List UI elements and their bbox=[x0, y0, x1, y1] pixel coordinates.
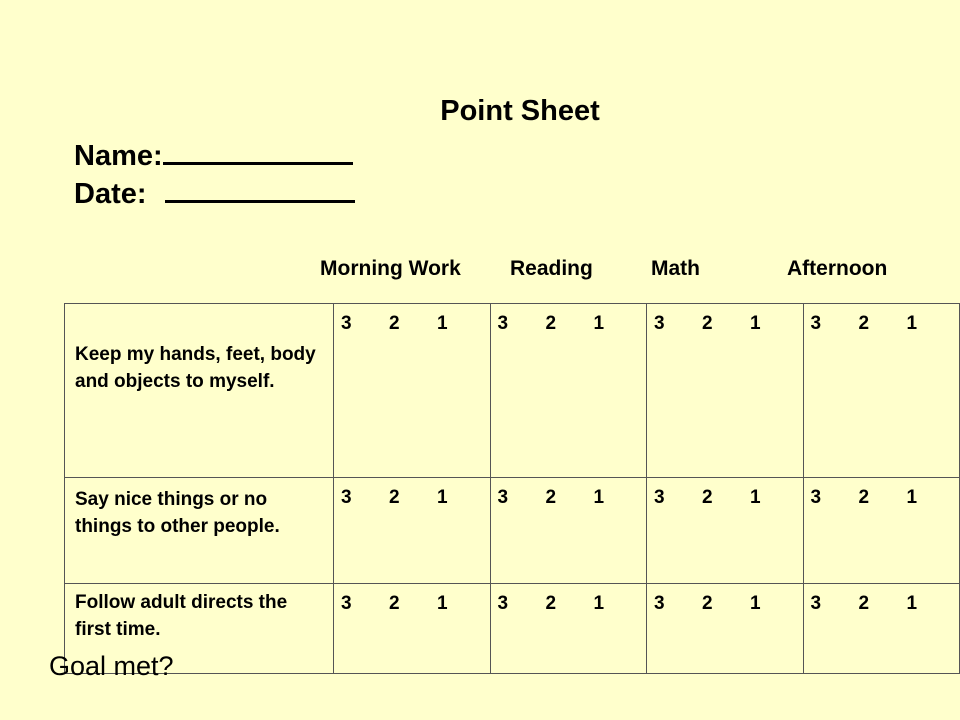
column-header-math: Math bbox=[651, 257, 700, 280]
date-label: Date: bbox=[74, 178, 147, 210]
score-2[interactable]: 2 bbox=[702, 313, 713, 334]
name-blank-line[interactable] bbox=[163, 136, 353, 165]
score-3[interactable]: 3 bbox=[341, 313, 352, 334]
goal-met-label: Goal met? bbox=[49, 651, 174, 681]
score-cell-morning-work[interactable] bbox=[334, 478, 490, 584]
score-2[interactable]: 2 bbox=[702, 593, 713, 614]
score-3[interactable]: 3 bbox=[810, 487, 822, 508]
column-header-afternoon: Afternoon bbox=[787, 257, 888, 280]
score-1[interactable]: 1 bbox=[750, 593, 761, 614]
score-2[interactable]: 2 bbox=[702, 487, 713, 508]
score-cell-reading[interactable] bbox=[490, 478, 646, 584]
score-cell-reading[interactable] bbox=[490, 584, 646, 674]
column-header-reading: Reading bbox=[510, 257, 593, 280]
score-3[interactable]: 3 bbox=[810, 593, 822, 614]
behavior-cell: Follow adult directs the first time. bbox=[65, 584, 334, 674]
score-cell-morning-work[interactable] bbox=[334, 304, 490, 478]
score-2[interactable]: 2 bbox=[545, 487, 557, 508]
score-cell-math[interactable] bbox=[647, 304, 803, 478]
score-3[interactable]: 3 bbox=[497, 487, 509, 508]
date-field bbox=[74, 174, 355, 211]
score-2[interactable]: 2 bbox=[858, 313, 870, 334]
score-1[interactable]: 1 bbox=[750, 487, 761, 508]
score-2[interactable]: 2 bbox=[858, 593, 870, 614]
score-cell-math[interactable] bbox=[647, 478, 803, 584]
score-cell-afternoon[interactable] bbox=[803, 478, 960, 584]
score-cell-afternoon[interactable] bbox=[803, 304, 960, 478]
score-3[interactable]: 3 bbox=[654, 487, 665, 508]
score-3[interactable]: 3 bbox=[341, 487, 352, 508]
point-table bbox=[64, 303, 960, 674]
score-1[interactable]: 1 bbox=[906, 487, 918, 508]
score-2[interactable]: 2 bbox=[545, 313, 557, 334]
column-header-morning-work: Morning Work bbox=[320, 257, 461, 280]
table-row bbox=[65, 304, 960, 478]
score-2[interactable]: 2 bbox=[545, 593, 557, 614]
name-field bbox=[74, 136, 353, 173]
score-1[interactable]: 1 bbox=[906, 313, 918, 334]
date-blank-line[interactable] bbox=[165, 174, 355, 203]
score-2[interactable]: 2 bbox=[389, 313, 400, 334]
score-1[interactable]: 1 bbox=[906, 593, 918, 614]
score-1[interactable]: 1 bbox=[750, 313, 761, 334]
sheet-title: Point Sheet bbox=[440, 95, 600, 127]
score-1[interactable]: 1 bbox=[437, 593, 448, 614]
score-cell-math[interactable] bbox=[647, 584, 803, 674]
behavior-cell: Keep my hands, feet, body and objects to myself. bbox=[65, 304, 334, 478]
table-row bbox=[65, 478, 960, 584]
score-2[interactable]: 2 bbox=[858, 487, 870, 508]
score-1[interactable]: 1 bbox=[437, 487, 448, 508]
score-3[interactable]: 3 bbox=[497, 593, 509, 614]
score-3[interactable]: 3 bbox=[497, 313, 509, 334]
name-label: Name: bbox=[74, 140, 163, 172]
table-row bbox=[65, 584, 960, 674]
score-2[interactable]: 2 bbox=[389, 593, 400, 614]
score-3[interactable]: 3 bbox=[810, 313, 822, 334]
behavior-cell: Say nice things or no things to other people. bbox=[65, 478, 334, 584]
score-1[interactable]: 1 bbox=[593, 313, 605, 334]
score-3[interactable]: 3 bbox=[654, 313, 665, 334]
score-cell-reading[interactable] bbox=[490, 304, 646, 478]
score-1[interactable]: 1 bbox=[593, 593, 605, 614]
score-3[interactable]: 3 bbox=[654, 593, 665, 614]
score-2[interactable]: 2 bbox=[389, 487, 400, 508]
score-cell-afternoon[interactable] bbox=[803, 584, 960, 674]
score-3[interactable]: 3 bbox=[341, 593, 352, 614]
score-1[interactable]: 1 bbox=[437, 313, 448, 334]
score-cell-morning-work[interactable] bbox=[334, 584, 490, 674]
score-1[interactable]: 1 bbox=[593, 487, 605, 508]
